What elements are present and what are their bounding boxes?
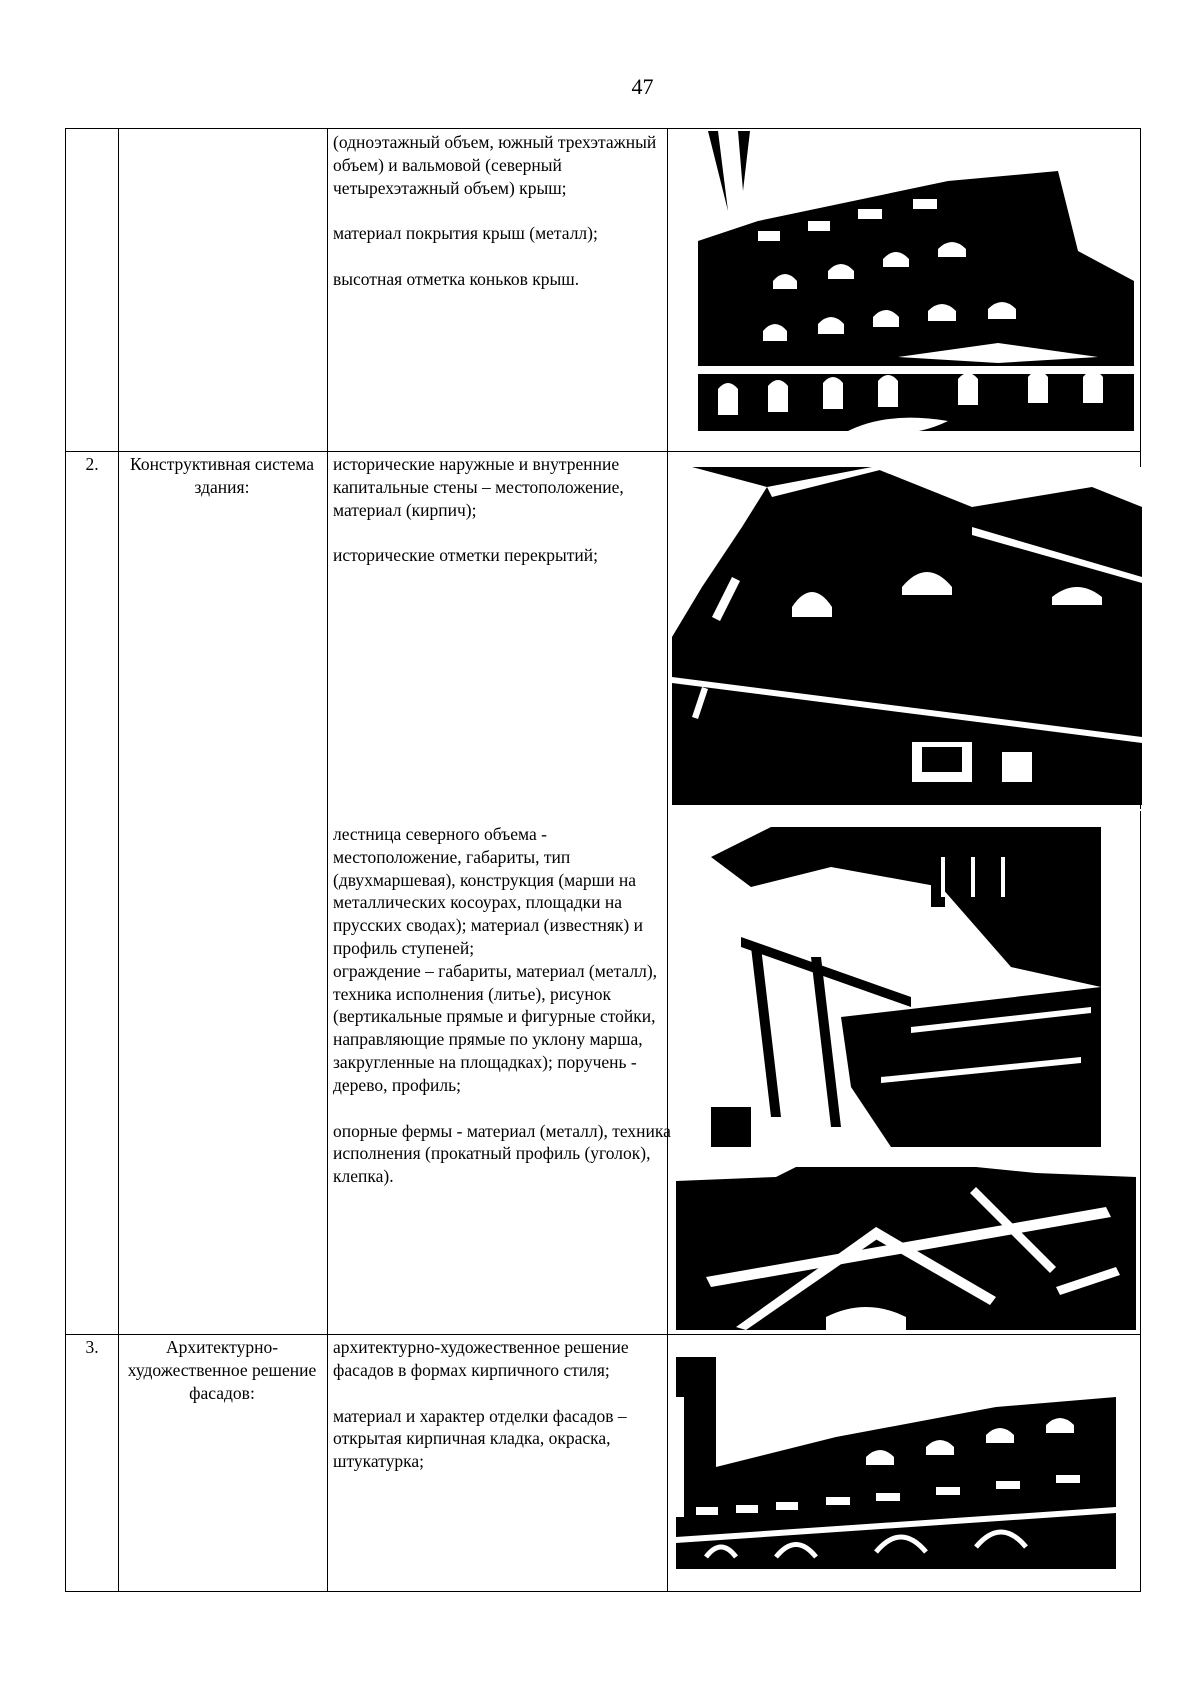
- row-2-paragraph-1: исторические наружные и внутренние капитальные стены – местоположение, материал (кирпич);: [333, 454, 624, 520]
- row-2-paragraph-2: исторические отметки перекрытий;: [333, 545, 598, 566]
- row-1-paragraph-2: материал покрытия крыш (металл);: [333, 223, 598, 244]
- heritage-elements-table: [65, 128, 1141, 1592]
- row-2-description-bottom: [333, 823, 673, 1211]
- row-divider: [66, 451, 1140, 452]
- row-2-description-top: [333, 453, 673, 590]
- row-1-description: [333, 131, 673, 314]
- row-1-paragraph-3: высотная отметка коньков крыш.: [333, 269, 580, 290]
- photo-facade: [676, 1357, 1116, 1569]
- row-2-number: 2.: [85, 454, 99, 474]
- photo-gap: [672, 809, 1142, 811]
- photo-roof-trusses: [676, 1167, 1136, 1330]
- column-divider: [118, 129, 119, 1591]
- row-3-paragraph-1: архитектурно-художественное решение фасадов в формах кирпичного стиля;: [333, 1337, 629, 1380]
- photo-building-roofs: [698, 131, 1134, 447]
- photo-staircase: [711, 827, 1101, 1147]
- row-3-description: [333, 1336, 673, 1496]
- row-divider: [66, 1334, 1140, 1335]
- row-2-paragraph-5: опорные фермы - материал (металл), техника исполнения (прокатный профиль (уголок), клепка).: [333, 1120, 671, 1187]
- row-2-name: Конструктивная система здания:: [130, 454, 314, 497]
- row-3-number: 3.: [85, 1337, 99, 1357]
- photo-building-walls: [672, 467, 1142, 805]
- row-2-paragraph-3: лестница северного объема - местоположение, габариты, тип (двухмаршевая), конструкция (марши на металлических косоурах, площадки на прусских сводах); материал (известняк) и профиль ступеней;: [333, 824, 644, 958]
- row-3-name: Архитектурно-художественное решение фасадов:: [127, 1337, 317, 1403]
- page-number: 47: [631, 74, 654, 99]
- row-3-paragraph-2: материал и характер отделки фасадов – открытая кирпичная кладка, окраска, штукатурка;: [333, 1405, 627, 1472]
- row-2-paragraph-4: ограждение – габариты, материал (металл), техника исполнения (литье), рисунок (вертикальные прямые и фигурные стойки, направляющие прямые по уклону марша, закругленные на площадках); поручень - дерево, профиль;: [333, 960, 658, 1095]
- column-divider: [327, 129, 328, 1591]
- row-1-paragraph-1: (одноэтажный объем, южный трехэтажный объем) и вальмовой (северный четырехэтажный объем) крыш;: [333, 132, 657, 198]
